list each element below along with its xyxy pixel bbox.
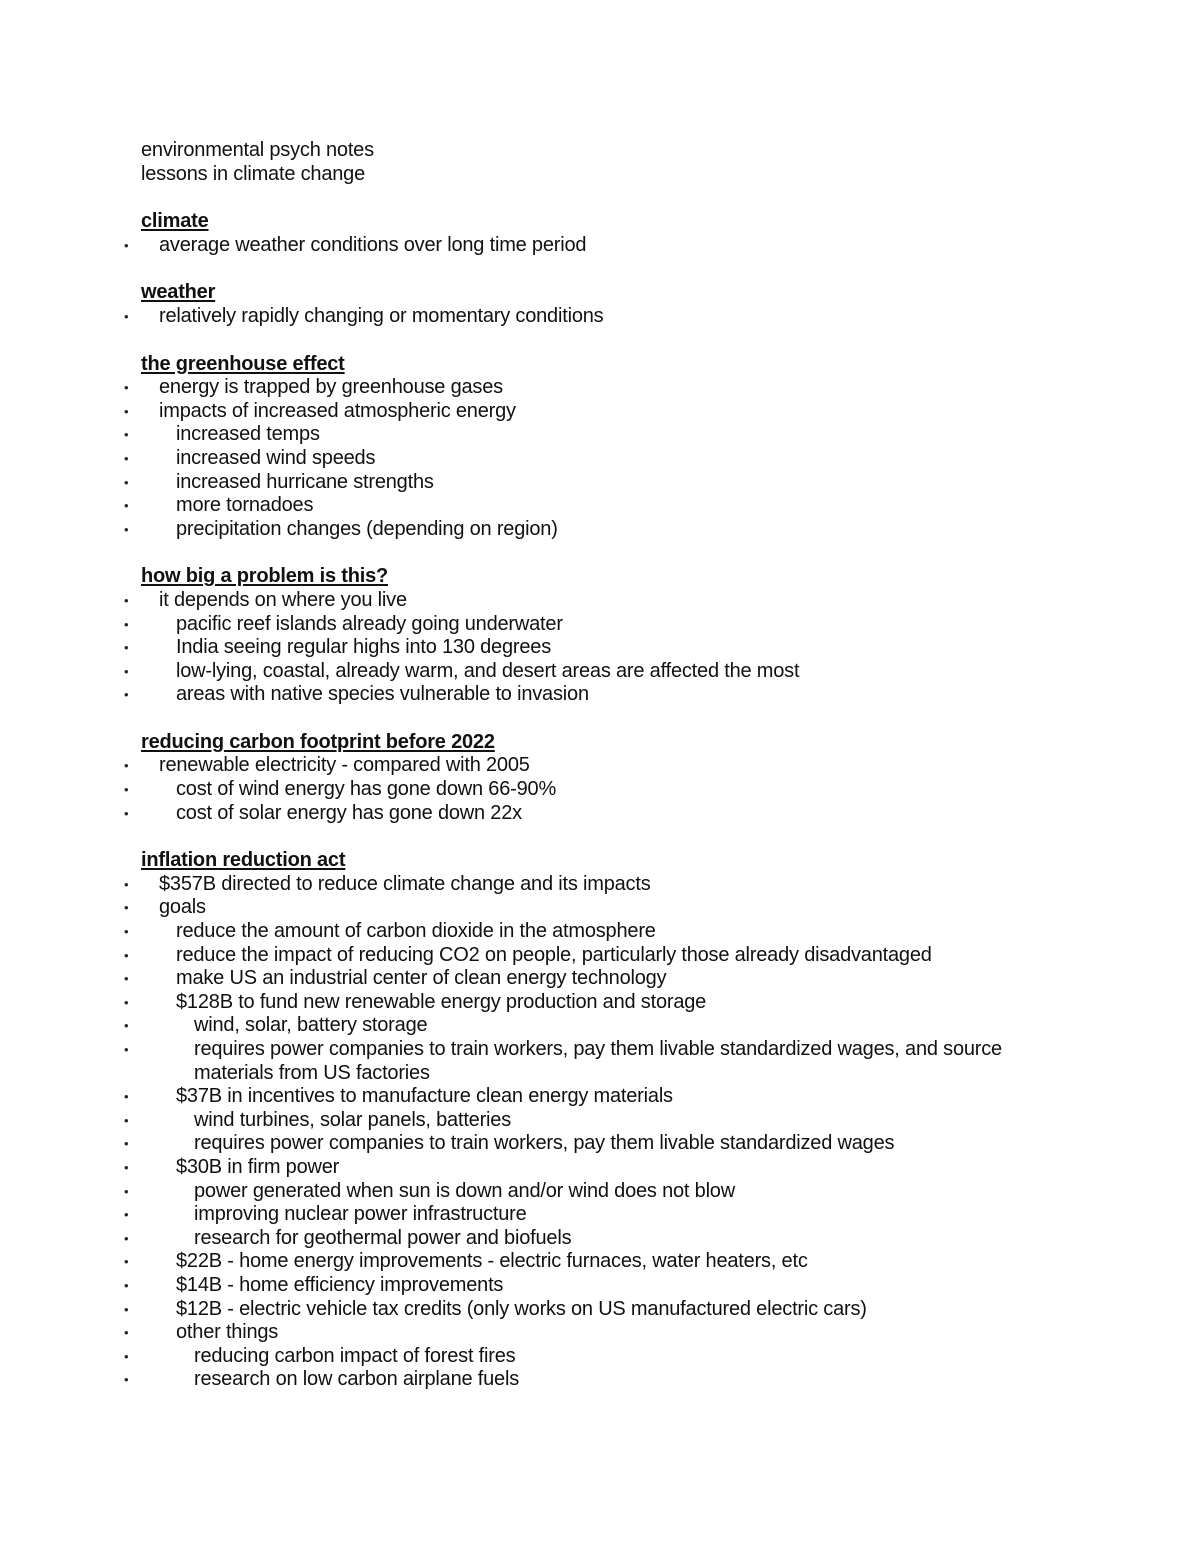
section-spacer	[141, 257, 1101, 281]
section-heading: climate	[141, 210, 209, 233]
list-item: • requires power companies to train workers, pay them livable standardized wages, and source materials from US factories	[141, 1038, 1024, 1085]
document-page	[141, 139, 1101, 1392]
list-item: • research on low carbon airplane fuels	[141, 1368, 1101, 1392]
section-spacer	[141, 186, 1101, 210]
list-item: • increased wind speeds	[141, 447, 1101, 471]
list-item: • $128B to fund new renewable energy production and storage	[141, 991, 1101, 1015]
list-item: • other things	[141, 1321, 1101, 1345]
list-item: • reducing carbon impact of forest fires	[141, 1345, 1101, 1369]
bullet-list	[141, 873, 1101, 1392]
section-spacer	[141, 825, 1101, 849]
section-heading: weather	[141, 281, 216, 304]
list-item: • $12B - electric vehicle tax credits (only works on US manufactured electric cars)	[141, 1298, 1101, 1322]
list-item: • power generated when sun is down and/or wind does not blow	[141, 1180, 1101, 1204]
list-item: • $22B - home energy improvements - electric furnaces, water heaters, etc	[141, 1250, 1101, 1274]
list-item: • energy is trapped by greenhouse gases	[141, 376, 1101, 400]
list-item: • average weather conditions over long time period	[141, 234, 1101, 258]
list-item: • increased hurricane strengths	[141, 471, 1101, 495]
list-item: • reduce the impact of reducing CO2 on people, particularly those already disadvantaged	[141, 944, 1101, 968]
list-item: • renewable electricity - compared with 2005	[141, 754, 1101, 778]
list-item: • more tornadoes	[141, 494, 1101, 518]
section-heading: how big a problem is this?	[141, 565, 389, 588]
list-item: • it depends on where you live	[141, 589, 1101, 613]
list-item: • areas with native species vulnerable to invasion	[141, 683, 1101, 707]
list-item: • pacific reef islands already going underwater	[141, 613, 1101, 637]
list-item: • precipitation changes (depending on region)	[141, 518, 1101, 542]
document-title: environmental psych notes	[141, 139, 374, 161]
bullet-list	[141, 754, 1101, 825]
list-item: • $357B directed to reduce climate change and its impacts	[141, 873, 1101, 897]
list-item: • impacts of increased atmospheric energy	[141, 400, 1101, 424]
section-heading: inflation reduction act	[141, 849, 346, 872]
list-item: • research for geothermal power and biofuels	[141, 1227, 1101, 1251]
list-item: • $30B in firm power	[141, 1156, 1101, 1180]
list-item: • $14B - home efficiency improvements	[141, 1274, 1101, 1298]
list-item: • reduce the amount of carbon dioxide in the atmosphere	[141, 920, 1101, 944]
list-item: • India seeing regular highs into 130 degrees	[141, 636, 1101, 660]
list-item: • make US an industrial center of clean energy technology	[141, 967, 1101, 991]
list-item: • requires power companies to train workers, pay them livable standardized wages	[141, 1132, 1101, 1156]
list-item: • increased temps	[141, 423, 1101, 447]
list-item: • low-lying, coastal, already warm, and desert areas are affected the most	[141, 660, 1101, 684]
list-item: • improving nuclear power infrastructure	[141, 1203, 1101, 1227]
section-spacer	[141, 329, 1101, 353]
bullet-list	[141, 589, 1101, 707]
section-spacer	[141, 541, 1101, 565]
list-item: • wind, solar, battery storage	[141, 1014, 1101, 1038]
list-item: • relatively rapidly changing or momentary conditions	[141, 305, 1101, 329]
bullet-list	[141, 376, 1101, 541]
list-item: • $37B in incentives to manufacture clean energy materials	[141, 1085, 1101, 1109]
notes-sections	[141, 186, 1101, 1392]
bullet-list	[141, 234, 1101, 258]
section-spacer	[141, 707, 1101, 731]
list-item: • goals	[141, 896, 1101, 920]
section-heading: the greenhouse effect	[141, 352, 345, 375]
list-item: • wind turbines, solar panels, batteries	[141, 1109, 1101, 1133]
document-subtitle: lessons in climate change	[141, 162, 366, 185]
list-item: • cost of wind energy has gone down 66-90%	[141, 778, 1101, 802]
bullet-list	[141, 305, 1101, 329]
list-item: • cost of solar energy has gone down 22x	[141, 802, 1101, 826]
section-heading: reducing carbon footprint before 2022	[141, 730, 495, 753]
